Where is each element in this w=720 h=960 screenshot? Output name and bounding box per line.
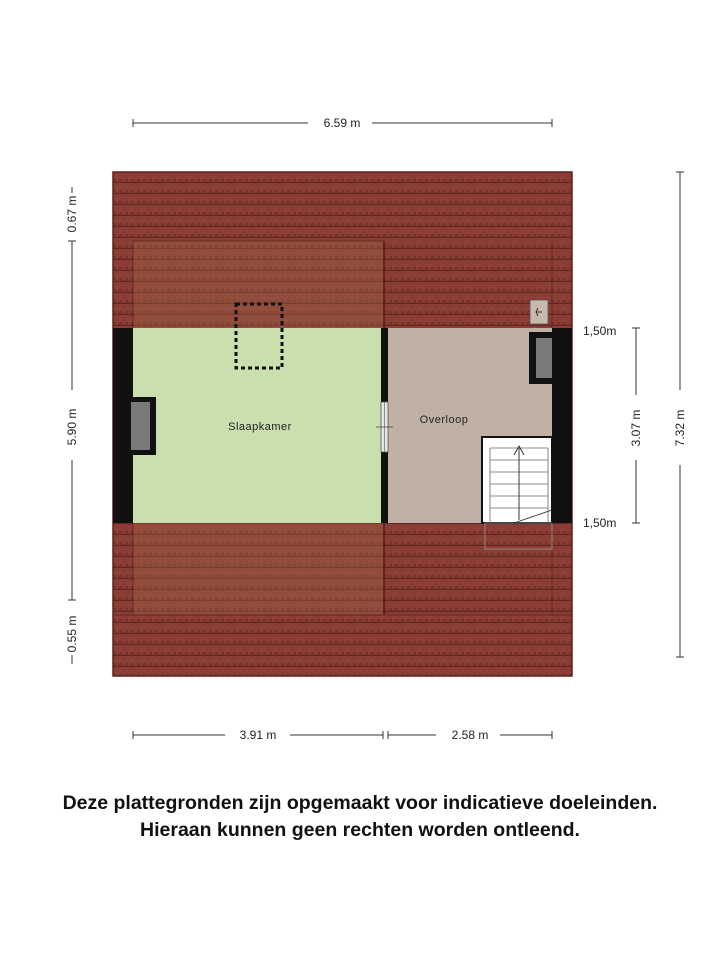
dim-label-left-middle: 5.90 m (65, 408, 79, 446)
dimension-bottom (133, 728, 552, 742)
disclaimer-line-2: Hieraan kunnen geen rechten worden ontleend. (140, 819, 580, 841)
dim-label-height-bottom: 1,50m (583, 516, 617, 530)
window-left (120, 397, 156, 455)
room-label-landing: Overloop (419, 414, 469, 426)
dimension-right (583, 172, 687, 657)
window-right (529, 332, 559, 384)
dim-label-bottom-left: 3.91 m (239, 728, 277, 742)
disclaimer-line-1: Deze plattegronden zijn opgemaakt voor indicatieve doeleinden. (62, 792, 658, 814)
dim-label-bottom-right: 2.58 m (451, 728, 489, 742)
dimension-left (65, 187, 79, 664)
dim-label-top-width: 6.59 m (323, 116, 361, 130)
dim-label-left-bottom: 0.55 m (65, 615, 79, 653)
roof-eave-top-left (133, 241, 384, 328)
dimension-top (133, 116, 552, 130)
room-label-bedroom: Slaapkamer (228, 421, 292, 433)
dim-label-right-inner: 3.07 m (629, 409, 643, 447)
dim-label-height-top: 1,50m (583, 324, 617, 338)
dim-label-left-top: 0.67 m (65, 195, 79, 233)
roof-eave-bottom-left (133, 523, 384, 615)
dim-label-right-total: 7.32 m (673, 409, 687, 447)
